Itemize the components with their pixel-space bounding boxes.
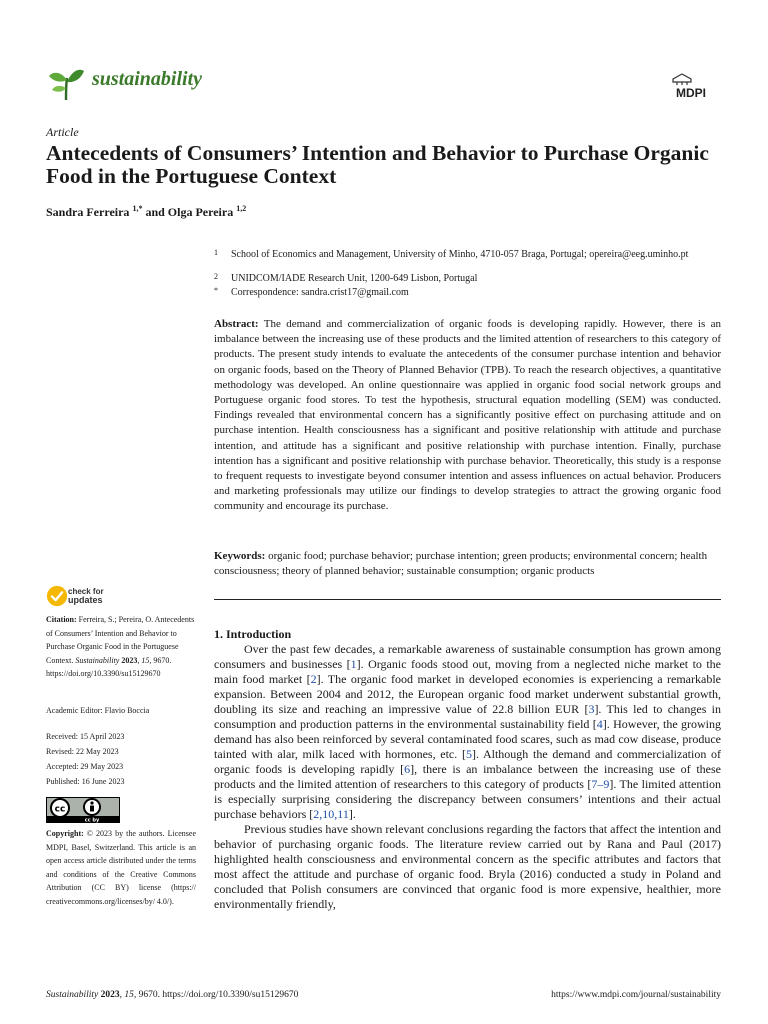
section-divider — [214, 599, 721, 600]
reference-link[interactable]: 2,10,11 — [313, 807, 349, 821]
footer-volume: 15 — [124, 990, 134, 1000]
date-revised: Revised: 22 May 2023 — [46, 747, 119, 756]
copyright-text: © 2023 by the authors. Licensee MDPI, Basel, Switzerland. This article is an open access article distributed under the terms and conditions of the Creative Commons Attribution (CC BY) license (https:// creativecommons.org/licenses/by/ 4.0/). — [46, 829, 197, 906]
publication-dates — [46, 729, 124, 789]
copyright-label: Copyright: — [46, 829, 84, 838]
affiliation-text: UNIDCOM/IADE Research Unit, 1200-649 Lisbon, Portugal — [231, 273, 478, 284]
paragraph: Over the past few decades, a remarkable awareness of sustainable consumption has grown among consumers and businesses [1]. Organic foods stood out, moving from a neglected niche market to the main food market [2]. The organic food market in developed economies is experiencing a remarkable expansion. Between 2004 and 2012, the European organic food market underwent substantial growth, doubling its size and reaching an impressive value of 22.8 billion EUR [3]. This led to changes in consumption and production patterns in the environmental sustainability field [4]. However, the growing demand has also been reinforced by several contaminated food scares, such as mad cow disease, produce tainted with alar, milk laced with hormones, etc. [5]. Although the demand and commercialization of organic foods is developing rapidly [6], there is an imbalance between the increasing use of these products and the limited attention of researchers to this category of products [7–9]. The limited attention is especially surprising considering the discrepancy between consumers’ intentions and their actual purchase behaviors [2,10,11]. — [214, 642, 722, 821]
affiliation-number: 1 — [214, 248, 218, 257]
author-name[interactable]: Olga Pereira — [167, 205, 234, 219]
keywords — [214, 549, 721, 579]
affiliation-text: School of Economics and Management, University of Minho, 4710-057 Braga, Portugal; opereira@eeg.uminho.pt — [231, 249, 689, 260]
keywords-label: Keywords: — [214, 550, 266, 562]
reference-link[interactable]: 1 — [350, 657, 357, 671]
abstract — [214, 317, 721, 515]
check-for-updates-line: check for — [68, 587, 104, 596]
affiliation-number: 2 — [214, 272, 218, 281]
license-badge-text: cc by — [84, 817, 100, 823]
cc-by-license-icon[interactable] — [46, 797, 120, 823]
abstract-text: The demand and commercialization of organic foods is developing rapidly. However, there is an imbalance between the increasing use of these products and the limited attention of researchers to this category of products. The present study intends to evaluate the antecedents of the consumer purchase intention and behavior on organic foods, based on the Theory of Planned Behavior (TPB). To reach the research objectives, a quantitative methodology was developed. An online questionnaire was applied in organic food social network groups and Portuguese organic food stores. To test the hypothesis, structural equation modelling (SEM) was conducted. Findings revealed that environmental concern has a significantly positive effect on purchasing attitude and on purchase intention. Health consciousness has a significant and positive relationship with attitude and purchase intention, and attitude has a significant and positive relationship with purchase intention. Finally, purchase intention has a significant and positive relationship with purchase behavior. Theoretically, this study is a response to frequent requests to investigate beyond consumer intention and assess influences on actual behavior. Producers and marketing professionals may utilize our findings to develop strategies to attract the growing organic food community and encourage its purchase. — [214, 318, 721, 513]
footer-journal-url[interactable]: https://www.mdpi.com/journal/sustainability — [551, 990, 721, 1000]
reference-link[interactable]: 7–9 — [591, 777, 610, 791]
paragraph: Previous studies have shown relevant conclusions regarding the factors that affect the intention and behavior of purchasing organic foods. The literature review carried out by Rana and Paul (2017) highlighted health consciousness and environmental concern as the specific attributes and factors that most affect the attitude and purchase of organic food. Bryla (2016) conducted a study in Poland and concluded that Polish consumers are convinced that organic food is more expensive, healthier, more environmentally friendly, — [214, 822, 721, 911]
journal-logo-icon — [46, 62, 86, 102]
journal-name: sustainability — [92, 68, 203, 90]
footer-citation: Sustainability 2023, 15, 9670. https://doi.org/10.3390/su15129670 — [46, 990, 299, 1000]
author-joiner: and — [142, 205, 168, 219]
check-for-updates-line: updates — [68, 595, 103, 605]
introduction-body — [214, 642, 721, 912]
date-accepted: Accepted: 29 May 2023 — [46, 762, 124, 771]
mdpi-logo-icon — [662, 72, 720, 100]
check-for-updates-icon[interactable] — [46, 585, 68, 607]
author-affiliation-marker: 1,* — [132, 204, 143, 213]
reference-link[interactable]: 6 — [404, 762, 411, 776]
footer-journal: Sustainability — [46, 990, 99, 1000]
date-published: Published: 16 June 2023 — [46, 777, 125, 786]
check-for-updates-label[interactable] — [68, 587, 104, 605]
author-affiliation-marker: 1,2 — [236, 204, 247, 213]
section-heading: 1. Introduction — [214, 627, 292, 641]
svg-text:cc: cc — [54, 804, 66, 815]
keywords-text: organic food; purchase behavior; purchase intention; green products; environmental concern; health consciousness; theory of planned behavior; sustainable consumption; organic products — [214, 550, 708, 578]
author-list — [46, 204, 246, 220]
reference-link[interactable]: 4 — [596, 717, 603, 731]
citation-doi[interactable]: 9670. https://doi.org/10.3390/su15129670 — [46, 655, 172, 678]
citation-year: 2023 — [121, 655, 138, 665]
author-name[interactable]: Sandra Ferreira — [46, 205, 130, 219]
citation-label: Citation: — [46, 615, 77, 624]
reference-link[interactable]: 3 — [588, 702, 595, 716]
citation-text: Ferreira, S.; Pereira, O. Antecedents of Consumers’ Intention and Behavior to Purchase Organic Food in the Portuguese Context. — [46, 615, 195, 665]
citation-block: Citation: Ferreira, S.; Pereira, O. Antecedents of Consumers’ Intention and Behavior to Purchase Organic Food in the Portuguese Context. Sustainability 2023, 15, 9670. https://doi.org/10.3390/su15129670 — [46, 615, 195, 678]
affiliation-number: * — [214, 286, 218, 295]
footer-year: 2023 — [100, 990, 120, 1000]
academic-editor: Academic Editor: Flavio Boccia — [46, 706, 150, 715]
date-received: Received: 15 April 2023 — [46, 732, 125, 741]
copyright-notice — [46, 827, 196, 909]
citation-volume: 15 — [141, 655, 150, 665]
citation-journal: Sustainability — [75, 655, 120, 665]
abstract-label: Abstract: — [214, 318, 259, 330]
correspondence-text: Correspondence: sandra.crist17@gmail.com — [231, 287, 409, 298]
reference-link[interactable]: 2 — [310, 672, 317, 686]
article-type: Article — [46, 125, 79, 139]
reference-link[interactable]: 5 — [465, 747, 472, 761]
mdpi-logo-text: MDPI — [676, 86, 706, 100]
footer-doi[interactable]: 9670. https://doi.org/10.3390/su15129670 — [138, 990, 299, 1000]
article-title: Antecedents of Consumers’ Intention and Behavior to Purchase Organic Food in the Portuguese Context — [46, 141, 709, 188]
